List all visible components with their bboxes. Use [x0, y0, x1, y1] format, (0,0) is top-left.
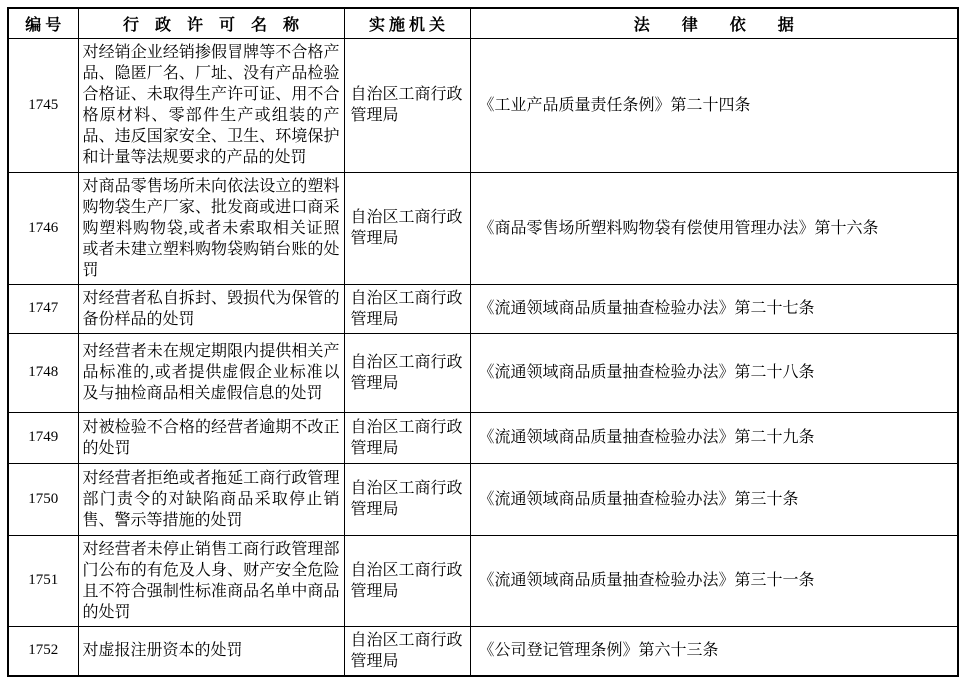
column-header-agency: 实 施 机 关 [344, 8, 470, 38]
admin-license-table [7, 7, 959, 677]
table-header [8, 8, 958, 38]
agency-cell: 自治区工商行政管理局 [344, 463, 470, 535]
license-name-cell: 对被检验不合格的经营者逾期不改正的处罚 [78, 412, 344, 463]
license-name-cell: 对虚报注册资本的处罚 [78, 626, 344, 676]
header-row [8, 8, 958, 38]
license-name-cell: 对经营者拒绝或者拖延工商行政管理部门责令的对缺陷商品采取停止销售、警示等措施的处罚 [78, 463, 344, 535]
row-number-cell: 1745 [8, 38, 78, 172]
table-row [8, 535, 958, 626]
legal-basis-cell: 《流通领域商品质量抽查检验办法》第二十八条 [470, 333, 958, 412]
table-row [8, 626, 958, 676]
column-header-legal-basis: 法 律 依 据 [470, 8, 958, 38]
agency-cell: 自治区工商行政管理局 [344, 38, 470, 172]
table-body [8, 38, 958, 676]
legal-basis-cell: 《商品零售场所塑料购物袋有偿使用管理办法》第十六条 [470, 172, 958, 284]
legal-basis-cell: 《工业产品质量责任条例》第二十四条 [470, 38, 958, 172]
agency-cell: 自治区工商行政管理局 [344, 626, 470, 676]
legal-basis-cell: 《公司登记管理条例》第六十三条 [470, 626, 958, 676]
table-row [8, 38, 958, 172]
agency-cell: 自治区工商行政管理局 [344, 412, 470, 463]
row-number-cell: 1748 [8, 333, 78, 412]
legal-basis-cell: 《流通领域商品质量抽查检验办法》第二十七条 [470, 284, 958, 333]
table-row [8, 333, 958, 412]
row-number-cell: 1746 [8, 172, 78, 284]
row-number-cell: 1749 [8, 412, 78, 463]
table-row [8, 284, 958, 333]
column-header-license-name: 行 政 许 可 名 称 [78, 8, 344, 38]
agency-cell: 自治区工商行政管理局 [344, 535, 470, 626]
legal-basis-cell: 《流通领域商品质量抽查检验办法》第三十条 [470, 463, 958, 535]
legal-basis-cell: 《流通领域商品质量抽查检验办法》第三十一条 [470, 535, 958, 626]
row-number-cell: 1751 [8, 535, 78, 626]
table-row [8, 463, 958, 535]
agency-cell: 自治区工商行政管理局 [344, 333, 470, 412]
column-header-id: 编 号 [8, 8, 78, 38]
row-number-cell: 1747 [8, 284, 78, 333]
agency-cell: 自治区工商行政管理局 [344, 284, 470, 333]
table-row [8, 412, 958, 463]
legal-basis-cell: 《流通领域商品质量抽查检验办法》第二十九条 [470, 412, 958, 463]
row-number-cell: 1752 [8, 626, 78, 676]
license-name-cell: 对经营者私自拆封、毁损代为保管的备份样品的处罚 [78, 284, 344, 333]
license-name-cell: 对经营者未在规定期限内提供相关产品标准的,或者提供虚假企业标准以及与抽检商品相关虚假信息的处罚 [78, 333, 344, 412]
row-number-cell: 1750 [8, 463, 78, 535]
license-name-cell: 对经销企业经销掺假冒牌等不合格产品、隐匿厂名、厂址、没有产品检验合格证、未取得生产许可证、用不合格原材料、零部件生产或组装的产品、违反国家安全、卫生、环境保护和计量等法规要求的产品的处罚 [78, 38, 344, 172]
document-page [0, 7, 965, 670]
license-name-cell: 对商品零售场所未向依法设立的塑料购物袋生产厂家、批发商或进口商采购塑料购物袋,或者未索取相关证照或者未建立塑料购物袋购销台账的处罚 [78, 172, 344, 284]
agency-cell: 自治区工商行政管理局 [344, 172, 470, 284]
license-name-cell: 对经营者未停止销售工商行政管理部门公布的有危及人身、财产安全危险且不符合强制性标准商品名单中商品的处罚 [78, 535, 344, 626]
table-row [8, 172, 958, 284]
